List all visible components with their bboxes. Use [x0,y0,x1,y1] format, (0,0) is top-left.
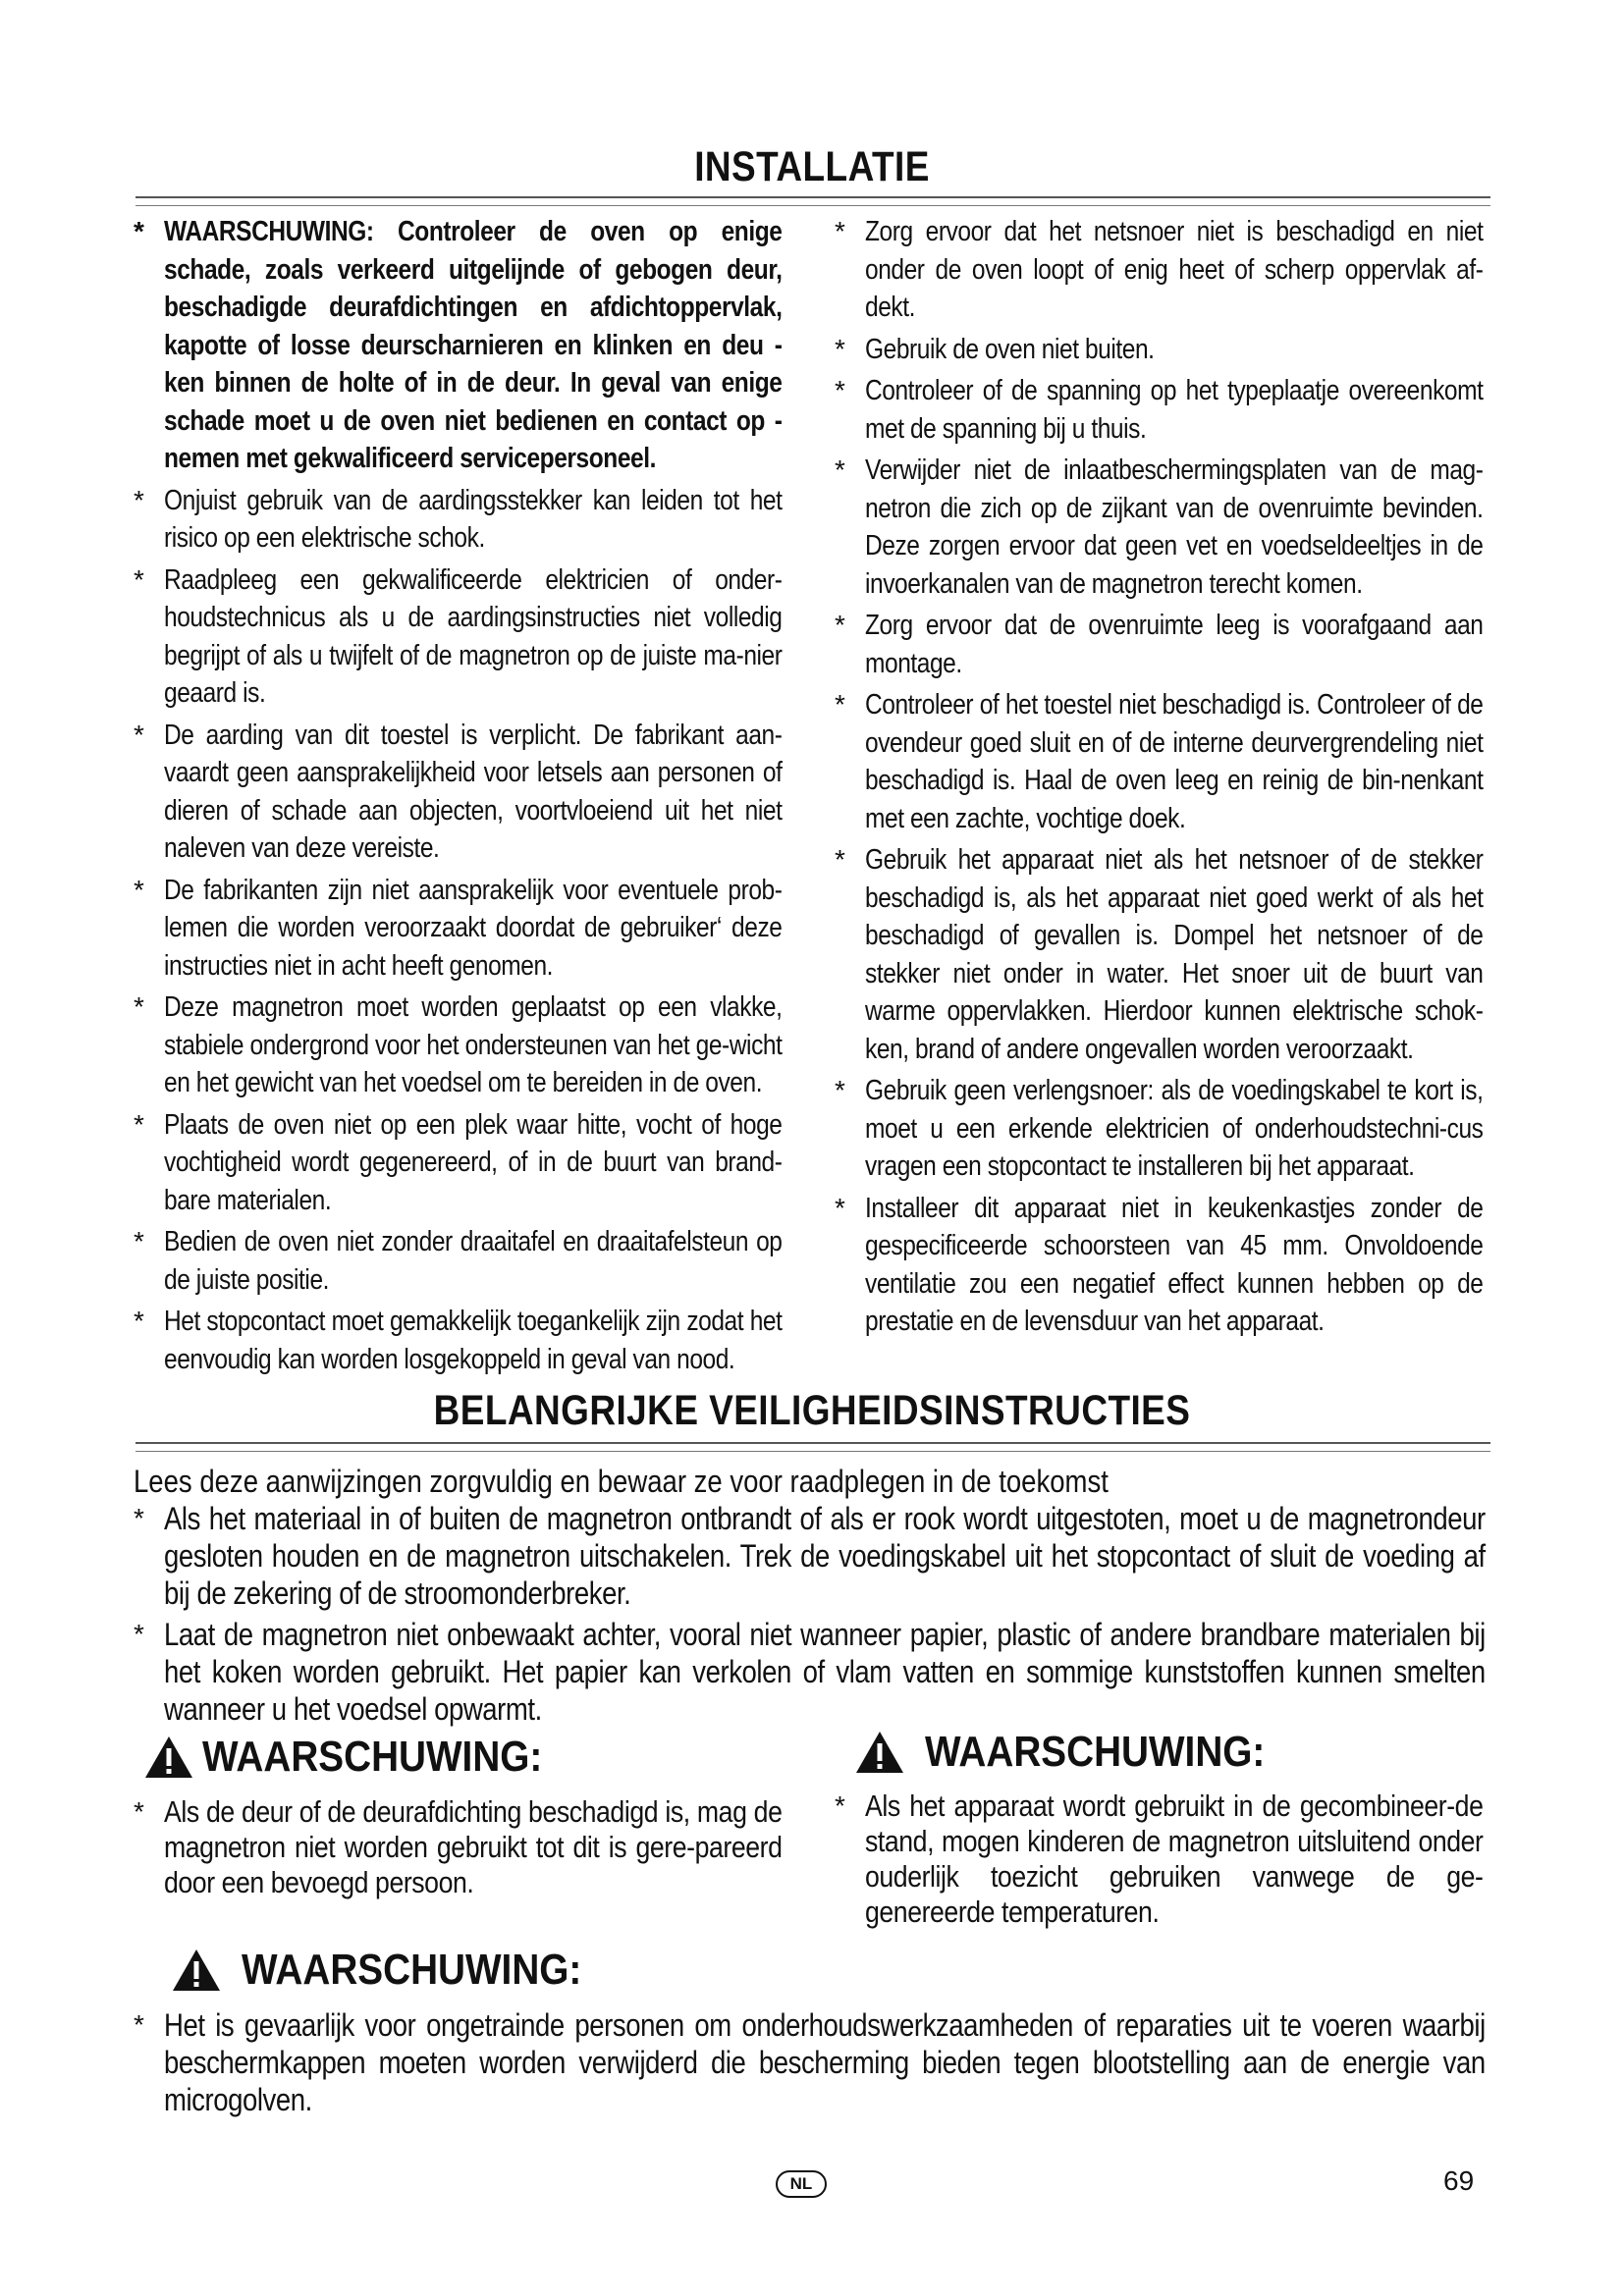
list-item: * Het is gevaarlijk voor ongetrainde personen om onderhoudswerkzaamheden of reparaties uit te voeren waarbij beschermkappen moeten worden verwijderd die bescherming bieden tegen blootstelling aan de energie van microgolven. [134,2007,1486,2117]
list-item: * Gebruik het apparaat niet als het netsnoer of de stekker beschadigd is, als het apparaat niet goed werkt of als het beschadigd of gevallen is. Dompel het netsnoer of de stekker niet onder in water. Het snoer uit de buurt van warme oppervlakken. Hierdoor kunnen elektrische schok-ken, brand of andere ongevallen worden veroorzaakt. [835,844,1484,1065]
warning-heading: WAARSCHUWING: [171,1946,628,1995]
installatie-title: INSTALLATIE [694,143,930,190]
list-item: * De aarding van dit toestel is verplicht. De fabrikant aan-vaardt geen aansprakelijkheid voor letsels aan personen of dieren of schade aan objecten, voortvloeiend uit het niet naleven van deze vereiste. [134,719,783,864]
safety-section [134,1463,1489,1728]
safety-title: BELANGRIJKE VEILIGHEIDSINSTRUCTIES [433,1387,1191,1434]
installatie-left-column [134,213,784,1378]
list-item: * Als de deur of de deurafdichting beschadigd is, mag de magnetron niet worden gebruikt tot dit is gere-pareerd door een bevoegd persoon. [134,1794,783,1899]
installatie-rule [135,196,1490,206]
warning-item: * WAARSCHUWING: Controleer de oven op enige schade, zoals verkeerd uitgelijnde of gebogen deur, beschadigde deurafdichtingen en afdichtoppervlak, kapotte of losse deurscharnieren en klinken en deu - ken binnen de holte of in de deur. In geval van enige schade moet u de oven niet bedienen en contact op - nemen met gekwalificeerd servicepersoneel. [134,216,783,474]
warning-triangle-icon [854,1730,905,1775]
list-item: * Plaats de oven niet op een plek waar hitte, vocht of hoge vochtigheid wordt gegenereerd, of in de buurt van brand-bare materialen. [134,1108,783,1216]
list-item: * Verwijder niet de inlaatbeschermingsplaten van de mag-netron die zich op de zijkant van de ovenruimte bevinden. Deze zorgen ervoor dat geen vet en voedseldeeltjes in de invoerkanalen van de magnetron terecht komen. [835,454,1484,600]
page-number: 69 [1443,2165,1475,2196]
list-item: * Als het materiaal in of buiten de magnetron ontbrandt of als er rook wordt uitgestoten, moet u de magnetrondeur gesloten houden en de magnetron uitschakelen. Trek de voedingskabel uit het stopcontact of sluit de voeding af bij de zekering of de stroomonderbreker. [134,1501,1486,1611]
list-item: * De fabrikanten zijn niet aansprakelijk voor eventuele prob-lemen die worden veroorzaakt doordat de gebruiker‘ deze instructies niet in acht heeft genomen. [134,874,783,982]
warning-heading: WAARSCHUWING: [854,1728,1312,1777]
warning-triangle-icon [143,1735,194,1780]
warning-block [835,1789,1485,1930]
safety-rule [135,1442,1490,1452]
list-item: * Onjuist gebruik van de aardingsstekker kan leiden tot het risico op een elektrische schok. [134,484,783,554]
list-item: * Zorg ervoor dat de ovenruimte leeg is voorafgaand aan montage. [835,610,1484,679]
list-item: * Controleer of de spanning op het typeplaatje overeenkomt met de spanning bij u thuis. [835,375,1484,445]
list-item: * Deze magnetron moet worden geplaatst op een vlakke, stabiele ondergrond voor het ondersteunen van het ge-wicht en het gewicht van het voedsel om te bereiden in de oven. [134,991,783,1098]
warning-block [134,2006,1489,2118]
list-item: * Gebruik geen verlengsnoer: als de voedingskabel te kort is, moet u een erkende elektricien of onderhoudstechni-cus vragen een stopcontact te installeren bij het apparaat. [835,1075,1484,1182]
list-item: * Het stopcontact moet gemakkelijk toegankelijk zijn zodat het eenvoudig kan worden losgekoppeld in geval van nood. [134,1306,783,1375]
list-item: * Gebruik de oven niet buiten. [835,333,1155,365]
list-item: * Zorg ervoor dat het netsnoer niet is beschadigd en niet onder de oven loopt of enig heet of scherp oppervlak af-dekt. [835,216,1484,323]
list-item: * Als het apparaat wordt gebruikt in de gecombineer-de stand, mogen kinderen de magnetron uitsluitend onder ouderlijk toezicht gebruiken vanwege de ge-genereerde temperaturen. [835,1789,1484,1929]
warning-triangle-icon [171,1948,222,1993]
language-badge: NL [776,2170,827,2198]
safety-lead: Lees deze aanwijzingen zorgvuldig en bewaar ze voor raadplegen in de toekomst [134,1464,1109,1499]
list-item: * Bedien de oven niet zonder draaitafel en draaitafelsteun op de juiste positie. [134,1226,783,1296]
installatie-right-column [835,213,1485,1341]
list-item: * Raadpleeg een gekwalificeerde elektricien of onder-houdstechnicus als u de aardingsinstructies niet volledig begrijpt of als u twijfelt of de magnetron op de juiste ma-nier geaard is. [134,563,783,709]
warning-heading: WAARSCHUWING: [143,1733,589,1782]
list-item: * Installeer dit apparaat niet in keukenkastjes zonder de gespecificeerde schoorsteen van 45 mm. Onvoldoende ventilatie zou een negatief effect kunnen hebben op de prestatie en de levensduur van het apparaat. [835,1192,1484,1337]
list-item: * Controleer of het toestel niet beschadigd is. Controleer of de ovendeur goed sluit en of de interne deurvergrendeling niet beschadigd is. Haal de oven leeg en reinig de bin-nenkant met een zachte, vochtige doek. [835,689,1484,834]
warning-block [134,1794,784,1900]
list-item: * Laat de magnetron niet onbewaakt achter, vooral niet wanneer papier, plastic of andere brandbare materialen bij het koken worden gebruikt. Het papier kan verkolen of vlam vatten en sommige kunststoffen kunnen smelten wanneer u het voedsel opwarmt. [134,1617,1486,1727]
